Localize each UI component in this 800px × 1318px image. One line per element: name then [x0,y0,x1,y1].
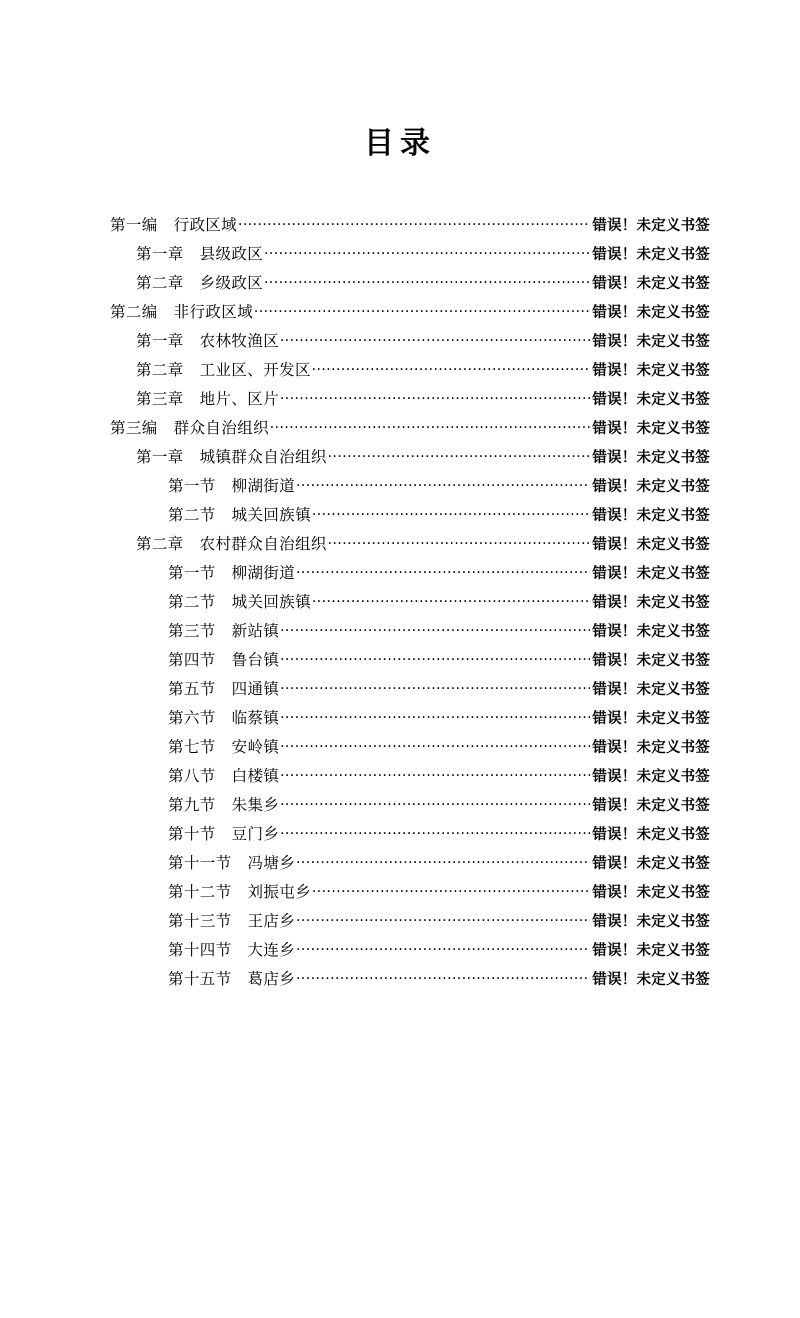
toc-entry-pageref: 错误！未定义书签 [592,594,710,611]
toc-entry-label: 第一编 行政区域 [110,216,238,234]
toc-entry-label: 第六节 临蔡镇 [168,709,280,727]
toc-leader-dots [312,359,590,375]
toc-leader-dots [296,562,590,578]
toc-entry-label: 第一章 县级政区 [136,245,264,263]
toc-leader-dots [280,649,590,665]
toc-leader-dots [296,852,590,868]
toc-entry[interactable] [110,533,710,562]
toc-entry[interactable] [110,939,710,968]
toc-entry-label: 第二章 乡级政区 [136,274,264,292]
toc-entry[interactable] [110,388,710,417]
toc-entry[interactable] [110,272,710,301]
toc-entry[interactable] [110,881,710,910]
toc-leader-dots [280,620,590,636]
toc-entry[interactable] [110,620,710,649]
toc-entry[interactable] [110,417,710,446]
toc-entry-pageref: 错误！未定义书签 [592,913,710,930]
table-of-contents [0,214,800,997]
toc-entry[interactable] [110,910,710,939]
toc-entry-label: 第一章 农林牧渔区 [136,332,280,350]
toc-leader-dots [312,591,590,607]
toc-entry-pageref: 错误！未定义书签 [592,652,710,669]
toc-leader-dots [280,823,590,839]
toc-entry-label: 第九节 朱集乡 [168,796,280,814]
toc-entry-pageref: 错误！未定义书签 [592,507,710,524]
toc-entry-pageref: 错误！未定义书签 [592,942,710,959]
toc-leader-dots [296,910,590,926]
toc-entry-pageref: 错误！未定义书签 [592,536,710,553]
toc-entry-label: 第五节 四通镇 [168,680,280,698]
toc-entry-pageref: 错误！未定义书签 [592,420,710,437]
toc-entry[interactable] [110,736,710,765]
toc-leader-dots [280,707,590,723]
toc-entry-pageref: 错误！未定义书签 [592,739,710,756]
toc-leader-dots [270,417,590,433]
toc-entry-pageref: 错误！未定义书签 [592,623,710,640]
toc-entry-pageref: 错误！未定义书签 [592,681,710,698]
toc-entry-label: 第十二节 刘振屯乡 [168,883,312,901]
toc-entry-label: 第一节 柳湖街道 [168,477,296,495]
toc-entry[interactable] [110,968,710,997]
toc-entry[interactable] [110,475,710,504]
toc-entry-label: 第三节 新站镇 [168,622,280,640]
toc-leader-dots [328,533,591,549]
toc-leader-dots [296,475,590,491]
toc-entry-pageref: 错误！未定义书签 [592,478,710,495]
toc-entry-label: 第三章 地片、区片 [136,390,280,408]
toc-entry-label: 第七节 安岭镇 [168,738,280,756]
toc-leader-dots [280,330,590,346]
toc-entry-pageref: 错误！未定义书签 [592,884,710,901]
toc-entry[interactable] [110,330,710,359]
toc-leader-dots [280,794,590,810]
toc-entry-label: 第二编 非行政区域 [110,303,254,321]
toc-entry-pageref: 错误！未定义书签 [592,768,710,785]
toc-entry[interactable] [110,591,710,620]
toc-leader-dots [312,504,590,520]
toc-entry-label: 第十五节 葛店乡 [168,970,296,988]
toc-entry-pageref: 错误！未定义书签 [592,797,710,814]
toc-leader-dots [280,678,590,694]
toc-leader-dots [264,272,590,288]
toc-entry-label: 第一章 城镇群众自治组织 [136,448,327,466]
toc-leader-dots [280,388,590,404]
toc-entry[interactable] [110,678,710,707]
toc-leader-dots [280,765,590,781]
page-title: 目录 [364,127,436,160]
toc-leader-dots [264,243,590,259]
toc-entry[interactable] [110,243,710,272]
toc-entry[interactable] [110,707,710,736]
toc-entry-label: 第二章 农村群众自治组织 [136,535,327,553]
document-page [0,118,800,1318]
toc-entry-pageref: 错误！未定义书签 [592,826,710,843]
toc-entry-label: 第十一节 冯塘乡 [168,854,296,872]
toc-entry[interactable] [110,301,710,330]
toc-entry-pageref: 错误！未定义书签 [592,565,710,582]
toc-entry-label: 第十节 豆门乡 [168,825,280,843]
toc-entry[interactable] [110,852,710,881]
toc-leader-dots [296,968,590,984]
toc-entry-label: 第一节 柳湖街道 [168,564,296,582]
toc-entry[interactable] [110,446,710,475]
toc-leader-dots [328,446,591,462]
toc-entry[interactable] [110,823,710,852]
toc-entry-pageref: 错误！未定义书签 [592,304,710,321]
toc-entry-label: 第十三节 王店乡 [168,912,296,930]
toc-entry-label: 第二节 城关回族镇 [168,593,312,611]
toc-entry-label: 第四节 鲁台镇 [168,651,280,669]
toc-leader-dots [238,214,590,230]
toc-entry-label: 第二章 工业区、开发区 [136,361,311,379]
toc-leader-dots [254,301,590,317]
toc-leader-dots [280,736,590,752]
toc-leader-dots [312,881,590,897]
toc-entry[interactable] [110,649,710,678]
toc-entry[interactable] [110,765,710,794]
toc-entry-pageref: 错误！未定义书签 [592,362,710,379]
toc-entry[interactable] [110,504,710,533]
toc-entry[interactable] [110,794,710,823]
toc-entry[interactable] [110,214,710,243]
toc-entry-pageref: 错误！未定义书签 [592,246,710,263]
toc-entry[interactable] [110,562,710,591]
toc-entry-label: 第三编 群众自治组织 [110,419,270,437]
toc-entry-pageref: 错误！未定义书签 [592,333,710,350]
toc-entry-pageref: 错误！未定义书签 [592,275,710,292]
toc-entry-pageref: 错误！未定义书签 [592,391,710,408]
toc-entry-pageref: 错误！未定义书签 [592,710,710,727]
toc-entry-pageref: 错误！未定义书签 [592,217,710,234]
toc-entry-pageref: 错误！未定义书签 [592,971,710,988]
toc-entry-pageref: 错误！未定义书签 [592,449,710,466]
toc-entry[interactable] [110,359,710,388]
toc-entry-label: 第十四节 大连乡 [168,941,296,959]
toc-entry-pageref: 错误！未定义书签 [592,855,710,872]
toc-entry-label: 第二节 城关回族镇 [168,506,312,524]
toc-entry-label: 第八节 白楼镇 [168,767,280,785]
toc-leader-dots [296,939,590,955]
